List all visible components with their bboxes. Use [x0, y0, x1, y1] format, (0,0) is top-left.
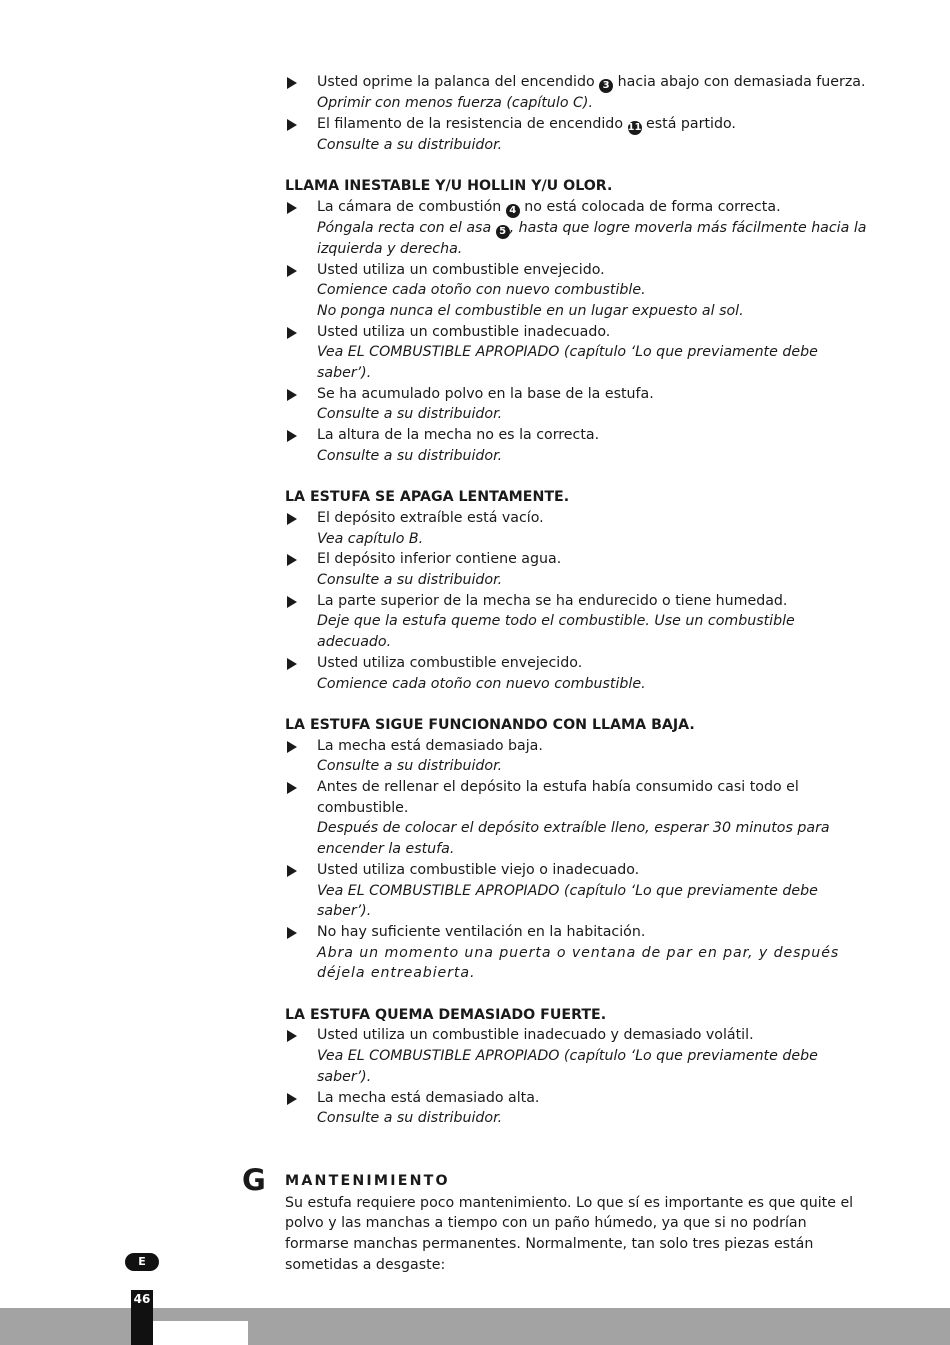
remedy-text: Póngala recta con el asa 5 , hasta que logre moverla más fácilmente hacia la izquierda y derecha. [317, 219, 867, 257]
remedy-text: No ponga nunca el combustible en un lugar expuesto al sol. [317, 302, 744, 319]
triangle-bullet-icon [287, 77, 297, 89]
language-badge: E [125, 1253, 159, 1271]
list-item: Usted utiliza un combustible envejecido. Comience cada otoño con nuevo combustible. No ponga nunca el combustible en un lugar expuesto al sol. [285, 260, 870, 322]
remedy-text: Vea EL COMBUSTIBLE APROPIADO (capítulo ‘Lo que previamente debe saber’). [317, 344, 818, 382]
list-item: El depósito extraíble está vacío. Vea capítulo B. [285, 508, 870, 549]
callout-number: 11 [627, 121, 642, 133]
list-item: No hay suficiente ventilación en la habitación. Abra un momento una puerta o ventana de par en par, y después déjela entreabierta. [285, 922, 870, 984]
triangle-bullet-icon [287, 554, 297, 566]
list-item: El filamento de la resistencia de encendido 11 está partido. Consulte a su distribuidor. [285, 114, 870, 156]
list-item: Antes de rellenar el depósito la estufa había consumido casi todo el combustible. Después de colocar el depósito extraíble lleno, esperar 30 minutos para encender la estufa. [285, 777, 870, 860]
section-heading: LA ESTUFA SE APAGA LENTAMENTE. [285, 489, 570, 506]
triangle-bullet-icon [287, 327, 297, 339]
list-item: Se ha acumulado polvo en la base de la estufa. Consulte a su distribuidor. [285, 384, 870, 425]
triangle-bullet-icon [287, 430, 297, 442]
remedy-text: Consulte a su distribuidor. [317, 406, 503, 423]
triangle-bullet-icon [287, 202, 297, 214]
triangle-bullet-icon [287, 741, 297, 753]
remedy-text: Oprimir con menos fuerza (capítulo C). [317, 95, 593, 111]
list-item: Usted utiliza combustible viejo o inadecuado. Vea EL COMBUSTIBLE APROPIADO (capítulo ‘Lo que previamente debe saber’). [285, 860, 870, 922]
list-item: Usted oprime la palanca del encendido 3 hacia abajo con demasiada fuerza. Oprimir con menos fuerza (capítulo C). [285, 72, 870, 114]
remedy-text: Comience cada otoño con nuevo combustible. [317, 675, 646, 692]
remedy-text: Abra un momento una puerta o ventana de par en par, y después déjela entreabierta. [317, 944, 840, 982]
triangle-bullet-icon [287, 119, 297, 131]
remedy-text: Consulte a su distribuidor. [317, 572, 503, 589]
triangle-bullet-icon [287, 1030, 297, 1042]
document-body [242, 72, 870, 1276]
remedy-text: Deje que la estufa queme todo el combustible. Use un combustible adecuado. [317, 613, 795, 651]
remedy-text: Comience cada otoño con nuevo combustible. [317, 282, 646, 299]
list-item: El depósito inferior contiene agua. Consulte a su distribuidor. [285, 549, 870, 590]
triangle-bullet-icon [287, 927, 297, 939]
remedy-text: Vea capítulo B. [317, 530, 424, 547]
list-item: La mecha está demasiado alta. Consulte a su distribuidor. [285, 1088, 870, 1129]
list-item: Usted utiliza un combustible inadecuado. Vea EL COMBUSTIBLE APROPIADO (capítulo ‘Lo que previamente debe saber’). [285, 322, 870, 384]
triangle-bullet-icon [287, 513, 297, 525]
remedy-text: Consulte a su distribuidor. [317, 136, 503, 153]
section-paragraph: Su estufa requiere poco mantenimiento. Lo que sí es importante es que quite el polvo y las manchas a tiempo con un paño húmedo, ya que si no podrían formarse manchas permanentes. Normalmente, tan solo tres piezas están sometidas a desgaste: [285, 1194, 854, 1273]
remedy-text: Vea EL COMBUSTIBLE APROPIADO (capítulo ‘Lo que previamente debe saber’). [317, 1048, 818, 1085]
list-item: La cámara de combustión 4 no está colocada de forma correcta. Póngala recta con el asa 5 , hasta que logre moverla más fácilmente hacia la izquierda y derecha. [285, 197, 870, 260]
section-letter: G [242, 1162, 266, 1197]
list-item: La altura de la mecha no es la correcta. Consulte a su distribuidor. [285, 425, 870, 466]
list-item: La parte superior de la mecha se ha endurecido o tiene humedad. Deje que la estufa queme todo el combustible. Use un combustible adecuado. [285, 591, 870, 653]
list-item: Usted utiliza un combustible inadecuado y demasiado volátil. Vea EL COMBUSTIBLE APROPIADO (capítulo ‘Lo que previamente debe saber’). [285, 1025, 870, 1087]
triangle-bullet-icon [287, 658, 297, 670]
triangle-bullet-icon [287, 782, 297, 794]
section-heading: LA ESTUFA QUEMA DEMASIADO FUERTE. [285, 1006, 607, 1023]
remedy-text: Después de colocar el depósito extraíble lleno, esperar 30 minutos para encender la estufa. [317, 820, 830, 858]
section-title: MANTENIMIENTO [285, 1172, 450, 1189]
remedy-text: Consulte a su distribuidor. [317, 758, 503, 775]
remedy-text: Vea EL COMBUSTIBLE APROPIADO (capítulo ‘Lo que previamente debe saber’). [317, 882, 818, 920]
list-item: La mecha está demasiado baja. Consulte a su distribuidor. [285, 736, 870, 777]
section-heading: LLAMA INESTABLE Y/U HOLLIN Y/U OLOR. [285, 178, 613, 195]
triangle-bullet-icon [287, 389, 297, 401]
triangle-bullet-icon [287, 596, 297, 608]
footer-strip [153, 1321, 248, 1345]
remedy-text: Consulte a su distribuidor. [317, 1110, 503, 1127]
remedy-text: Consulte a su distribuidor. [317, 447, 503, 464]
triangle-bullet-icon [287, 1093, 297, 1105]
callout-number: 5 [496, 225, 510, 239]
callout-number: 3 [599, 79, 613, 93]
triangle-bullet-icon [287, 265, 297, 277]
page-number: 46 [133, 1292, 151, 1306]
triangle-bullet-icon [287, 865, 297, 877]
callout-number: 4 [506, 204, 520, 218]
section-heading: LA ESTUFA SIGUE FUNCIONANDO CON LLAMA BAJA. [285, 716, 695, 733]
section-mantenimiento [242, 1162, 870, 1276]
list-item: Usted utiliza combustible envejecido. Comience cada otoño con nuevo combustible. [285, 653, 870, 694]
